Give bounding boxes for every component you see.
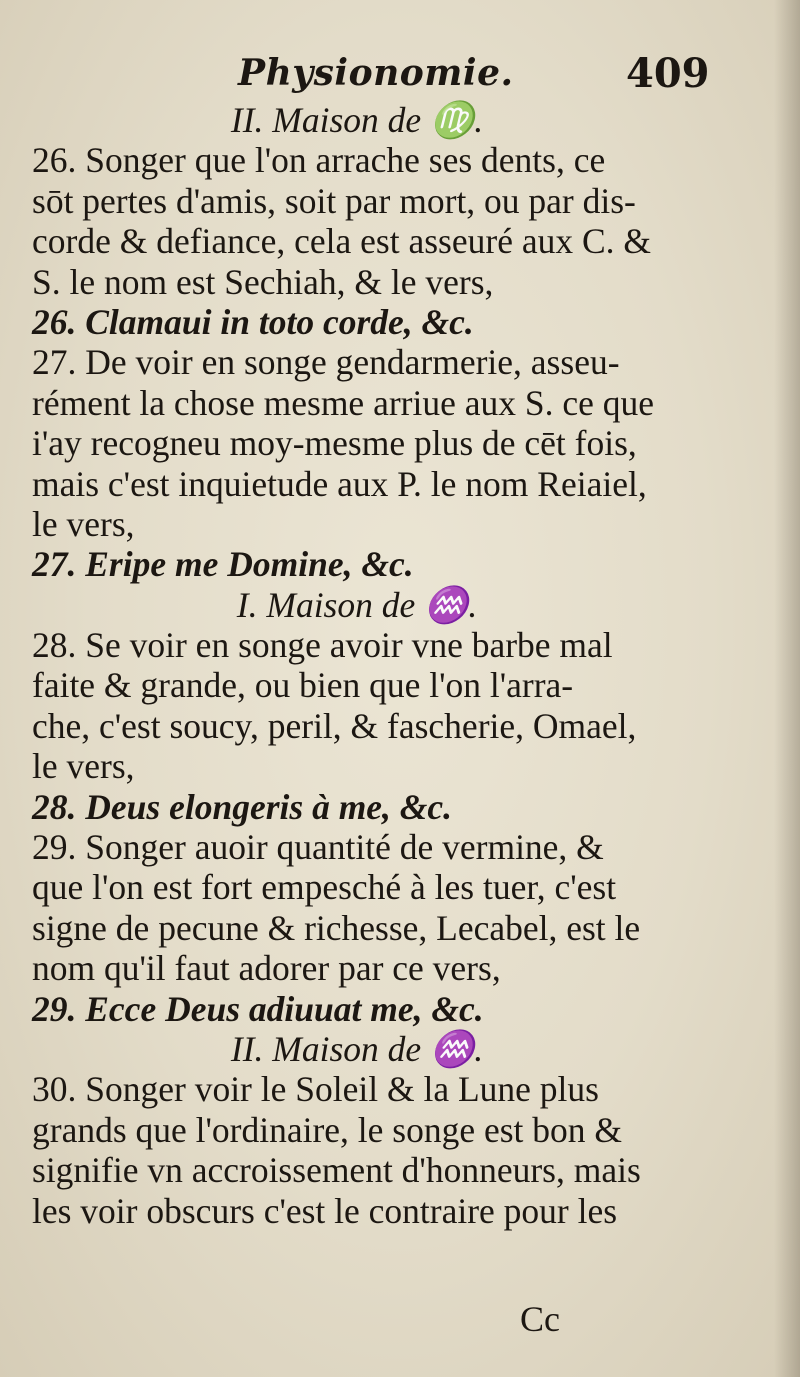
text-line: che, c'est soucy, peril, & fascherie, Omael, bbox=[32, 705, 637, 746]
text-line: mais c'est inquietude aux P. le nom Reiaiel, bbox=[32, 463, 647, 504]
text-line: corde & defiance, cela est asseuré aux C. & bbox=[32, 221, 651, 262]
latin-verse-line: 29. Ecce Deus adiuuat me, &c. bbox=[32, 988, 484, 1029]
text-line: i'ay recogneu moy-mesme plus de cēt fois, bbox=[32, 423, 637, 464]
catchword: Cc bbox=[520, 1299, 560, 1339]
page-text bbox=[32, 100, 722, 1231]
section-heading: II. Maison de ♒. bbox=[230, 1028, 484, 1069]
text-line: 29. Songer auoir quantité de vermine, & bbox=[32, 827, 604, 868]
text-line: grands que l'ordinaire, le songe est bon & bbox=[32, 1109, 623, 1150]
text-line: 30. Songer voir le Soleil & la Lune plus bbox=[32, 1069, 599, 1110]
text-line: faite & grande, ou bien que l'on l'arra- bbox=[32, 665, 574, 706]
page-number: 409 bbox=[626, 50, 710, 97]
text-line: les voir obscurs c'est le contraire pour les bbox=[32, 1190, 618, 1231]
section-heading: II. Maison de ♍. bbox=[230, 100, 484, 140]
text-line: signe de pecune & richesse, Lecabel, est le bbox=[32, 907, 641, 948]
running-title: Physionomie. bbox=[238, 52, 514, 94]
latin-verse-line: 27. Eripe me Domine, &c. bbox=[32, 544, 414, 585]
text-line: le vers, bbox=[32, 503, 135, 544]
text-line: S. le nom est Sechiah, & le vers, bbox=[32, 261, 494, 302]
latin-verse-line: 26. Clamaui in toto corde, &c. bbox=[32, 301, 474, 342]
text-line: signifie vn accroissement d'honneurs, mais bbox=[32, 1150, 641, 1191]
text-line: que l'on est fort empesché à les tuer, c'est bbox=[32, 867, 617, 908]
text-line: le vers, bbox=[32, 746, 135, 787]
page-header bbox=[0, 46, 800, 106]
section-heading: I. Maison de ♒. bbox=[236, 584, 478, 625]
text-line: 28. Se voir en songe avoir vne barbe mal bbox=[32, 625, 613, 666]
text-line: nom qu'il faut adorer par ce vers, bbox=[32, 948, 501, 989]
text-line: sōt pertes d'amis, soit par mort, ou par dis- bbox=[32, 180, 636, 221]
text-line: 26. Songer que l'on arrache ses dents, ce bbox=[32, 140, 606, 181]
text-line: rément la chose mesme arriue aux S. ce que bbox=[32, 382, 654, 423]
text-line: 27. De voir en songe gendarmerie, asseu- bbox=[32, 342, 620, 383]
latin-verse-line: 28. Deus elongeris à me, &c. bbox=[32, 786, 453, 827]
